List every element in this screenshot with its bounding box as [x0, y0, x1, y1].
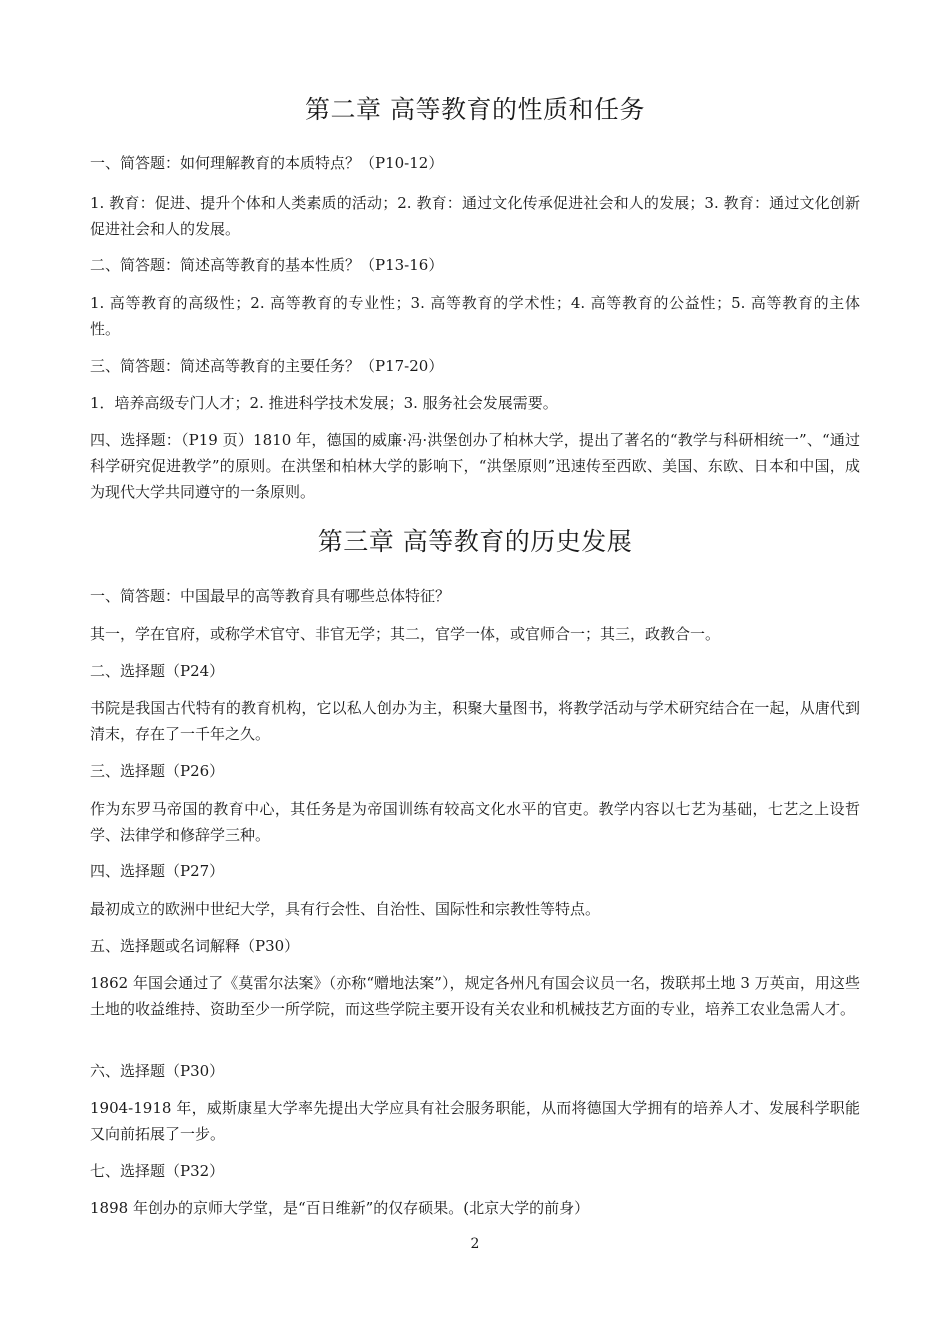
- ch3-answer-6: 1904-1918 年，威斯康星大学率先提出大学应具有社会服务职能，从而将德国大学拥有的培养人才、发展科学职能又向前拓展了一步。: [90, 1099, 860, 1143]
- ch3-question-7: 七、选择题（P32）: [90, 1162, 225, 1180]
- ch2-question-2: 二、简答题：简述高等教育的基本性质？（P13-16）: [90, 256, 444, 274]
- ch3-question-3: 三、选择题（P26）: [90, 762, 225, 780]
- ch3-answer-3: 作为东罗马帝国的教育中心，其任务是为帝国训练有较高文化水平的官吏。教学内容以七艺为基础，七艺之上设哲学、法律学和修辞学三种。: [90, 800, 860, 844]
- ch3-question-6: 六、选择题（P30）: [90, 1062, 225, 1080]
- ch2-question-3: 三、简答题：简述高等教育的主要任务？（P17-20）: [90, 357, 444, 375]
- ch3-answer-2: 书院是我国古代特有的教育机构，它以私人创办为主，积聚大量图书，将教学活动与学术研究结合在一起，从唐代到清末，存在了一千年之久。: [90, 699, 860, 743]
- ch3-answer-4: 最初成立的欧洲中世纪大学，具有行会性、自治性、国际性和宗教性等特点。: [90, 900, 601, 918]
- ch2-answer-2: 1. 高等教育的高级性；2. 高等教育的专业性；3. 高等教育的学术性；4. 高等教育的公益性；5. 高等教育的主体性。: [90, 294, 860, 338]
- ch2-answer-1: 1. 教育：促进、提升个体和人类素质的活动；2. 教育：通过文化传承促进社会和人的发展；3. 教育：通过文化创新促进社会和人的发展。: [90, 194, 860, 238]
- ch2-answer-3: 1．培养高级专门人才；2. 推进科学技术发展；3. 服务社会发展需要。: [90, 394, 558, 412]
- ch2-question-1: 一、简答题：如何理解教育的本质特点？（P10-12）: [90, 154, 444, 172]
- ch3-answer-5: 1862 年国会通过了《莫雷尔法案》（亦称“赠地法案”），规定各州凡有国会议员一名，拨联邦土地 3 万英亩，用这些土地的收益维持、资助至少一所学院，而这些学院主要开设有关农业和机械技艺方面的专业，培养工农业急需人才。: [90, 974, 860, 1018]
- ch3-question-1: 一、简答题：中国最早的高等教育具有哪些总体特征？: [90, 587, 451, 605]
- ch3-answer-7: 1898 年创办的京师大学堂，是“百日维新”的仅存硕果。(北京大学的前身）: [90, 1199, 590, 1217]
- ch3-question-2: 二、选择题（P24）: [90, 662, 225, 680]
- ch3-answer-1: 其一，学在官府，或称学术官守、非官无学；其二，官学一体，或官师合一；其三，政教合一。: [90, 625, 721, 643]
- ch3-question-5: 五、选择题或名词解释（P30）: [90, 937, 300, 955]
- ch2-question-4: 四、选择题：（P19 页）1810 年，德国的威廉·冯·洪堡创办了柏林大学，提出了著名的“教学与科研相统一”、“通过科学研究促进教学”的原则。在洪堡和柏林大学的影响下，“洪堡原则”迅速传至西欧、美国、东欧、日本和中国，成为现代大学共同遵守的一条原则。: [90, 431, 860, 501]
- page-number: 2: [470, 1236, 480, 1252]
- chapter-2-title: 第二章 高等教育的性质和任务: [305, 95, 645, 124]
- chapter-3-title: 第三章 高等教育的历史发展: [317, 527, 633, 556]
- ch3-question-4: 四、选择题（P27）: [90, 862, 225, 880]
